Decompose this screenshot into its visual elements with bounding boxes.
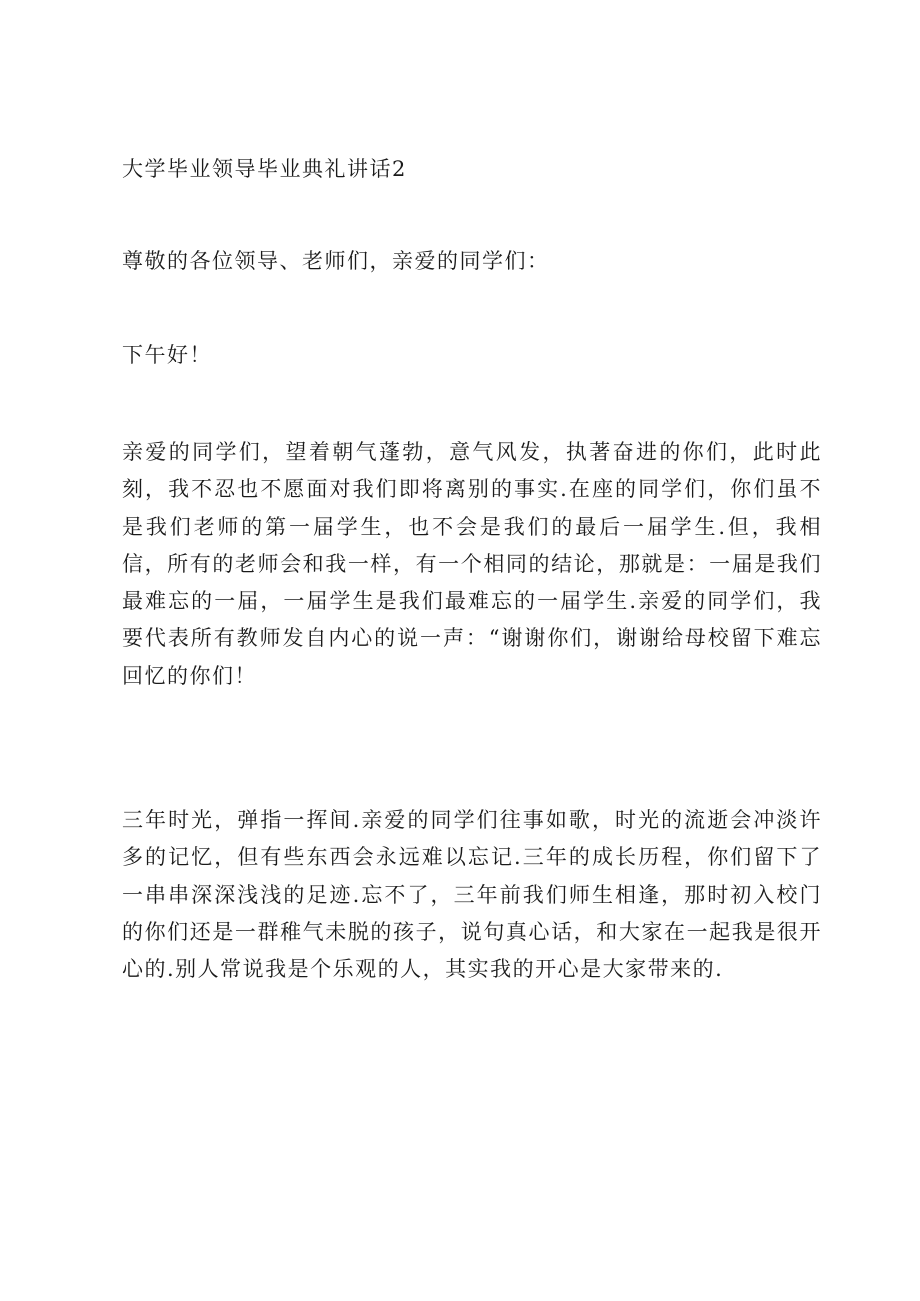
salutation-line: 下午好！ [122,343,212,367]
greeting-line: 尊敬的各位领导、老师们，亲爱的同学们： [122,249,550,273]
body-paragraph-2: 三年时光，弹指一挥间.亲爱的同学们往事如歌，时光的流逝会冲淡许多的记忆，但有些东西会永远难以忘记.三年的成长历程，你们留下了一串串深深浅浅的足迹.忘不了，三年前我们师生相逢，那时初入校门的你们还是一群稚气未脱的孩子，说句真心话，和大家在一起我是很开心的.别人常说我是个乐观的人，其实我的开心是大家带来的. [122,808,822,982]
document-title: 大学毕业领导毕业典礼讲话2 [122,157,407,181]
body-paragraph-1: 亲爱的同学们，望着朝气蓬勃，意气风发，执著奋进的你们，此时此刻，我不忍也不愿面对我们即将离别的事实.在座的同学们，你们虽不是我们老师的第一届学生，也不会是我们的最后一届学生.但，我相信，所有的老师会和我一样，有一个相同的结论，那就是：一届是我们最难忘的一届，一届学生是我们最难忘的一届学生.亲爱的同学们，我要代表所有教师发自内心的说一声：“谢谢你们，谢谢给母校留下难忘回忆的你们！ [122,440,822,688]
